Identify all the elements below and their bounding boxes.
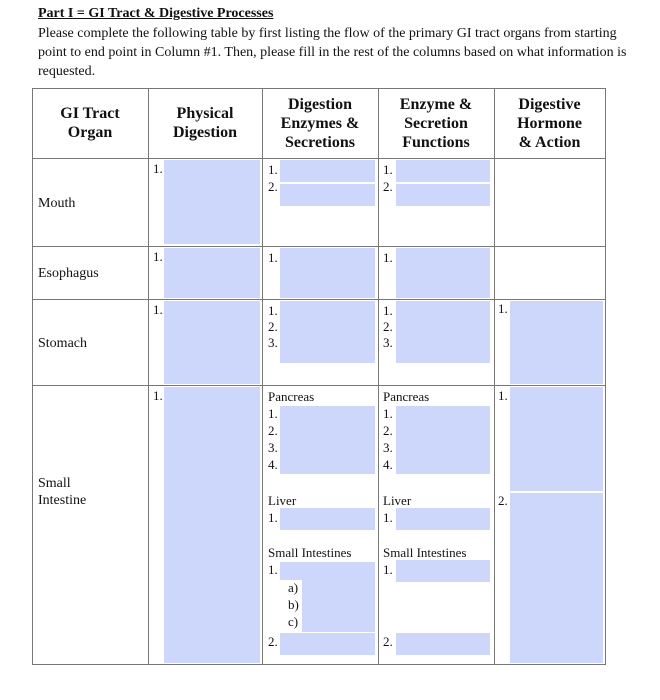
number-label: 1. xyxy=(383,250,393,265)
row-divider xyxy=(32,246,606,247)
number-label: 3. xyxy=(268,440,278,455)
number-label: 1. xyxy=(268,303,278,318)
page-title: Part I = GI Tract & Digestive Processes xyxy=(38,6,274,21)
number-label: 1. xyxy=(383,162,393,177)
number-label: 1. xyxy=(383,562,393,577)
table-border-left xyxy=(32,88,33,665)
number-label: 2. xyxy=(498,493,508,508)
table-border-right xyxy=(605,88,606,665)
hormone-field[interactable] xyxy=(510,301,603,384)
number-label: 3. xyxy=(383,335,393,350)
pancreas-label: Pancreas xyxy=(383,389,430,404)
enzyme-field[interactable] xyxy=(280,633,375,655)
function-field[interactable] xyxy=(396,184,490,206)
physical-digestion-field[interactable] xyxy=(164,387,260,663)
function-field[interactable] xyxy=(396,633,490,655)
table-border-bottom xyxy=(32,664,606,665)
number-label: 4. xyxy=(268,457,278,472)
sub-item-label: c) xyxy=(288,614,299,629)
instructions: Please complete the following table by first listing the flow of the primary GI tract organs from starting point to end point in Column #1. Then, please fill in the rest of the columns based on what information is requested. xyxy=(38,26,627,79)
hormone-field[interactable] xyxy=(510,493,603,663)
enzyme-field[interactable] xyxy=(302,580,375,632)
number-label: 1. xyxy=(498,388,508,403)
number-label: 2. xyxy=(383,423,393,438)
physical-digestion-field[interactable] xyxy=(164,160,260,244)
number-label: 1. xyxy=(153,249,163,264)
sub-item-label: a) xyxy=(288,580,299,595)
number-label: 1. xyxy=(153,302,163,317)
column-divider xyxy=(494,88,495,665)
enzyme-field[interactable] xyxy=(280,301,375,363)
number-label: 1. xyxy=(383,510,393,525)
enzyme-field[interactable] xyxy=(280,406,375,474)
sub-item-label: b) xyxy=(288,597,299,612)
number-label: 2. xyxy=(268,319,278,334)
row-divider xyxy=(32,158,606,159)
number-label: 2. xyxy=(383,319,393,334)
number-label: 3. xyxy=(383,440,393,455)
enzyme-field[interactable] xyxy=(280,562,375,580)
number-label: 1. xyxy=(153,161,163,176)
header-enzyme-functions: Enzyme & Secretion Functions xyxy=(399,95,473,151)
number-label: 1. xyxy=(153,388,163,403)
number-label: 1. xyxy=(268,162,278,177)
column-divider xyxy=(378,88,379,665)
function-field[interactable] xyxy=(396,560,490,582)
column-divider xyxy=(262,88,263,665)
number-label: 1. xyxy=(268,250,278,265)
number-label: 1. xyxy=(498,301,508,316)
number-label: 2. xyxy=(383,634,393,649)
header-gi-tract-organ: GI Tract Organ xyxy=(60,105,120,141)
organ-stomach: Stomach xyxy=(38,336,87,351)
organ-mouth: Mouth xyxy=(38,196,76,211)
header-digestive-hormone: Digestive Hormone & Action xyxy=(517,95,582,151)
function-field[interactable] xyxy=(396,301,490,363)
number-label: 2. xyxy=(268,423,278,438)
header-physical-digestion: Physical Digestion xyxy=(173,105,237,141)
number-label: 1. xyxy=(268,510,278,525)
small-intestines-label: Small Intestines xyxy=(383,545,467,560)
number-label: 2. xyxy=(268,179,278,194)
row-divider xyxy=(32,299,606,300)
number-label: 2. xyxy=(383,179,393,194)
enzyme-field[interactable] xyxy=(280,248,375,298)
number-label: 4. xyxy=(383,457,393,472)
physical-digestion-field[interactable] xyxy=(164,248,260,298)
physical-digestion-field[interactable] xyxy=(164,301,260,384)
hormone-field[interactable] xyxy=(510,387,603,491)
enzyme-field[interactable] xyxy=(280,160,375,182)
number-label: 1. xyxy=(268,562,278,577)
enzyme-field[interactable] xyxy=(280,508,375,530)
number-label: 3. xyxy=(268,335,278,350)
function-field[interactable] xyxy=(396,160,490,182)
pancreas-label: Pancreas xyxy=(268,389,315,404)
number-label: 1. xyxy=(268,406,278,421)
liver-label: Liver xyxy=(383,493,412,508)
header-digestion-enzymes: Digestion Enzymes & Secretions xyxy=(280,95,360,151)
function-field[interactable] xyxy=(396,248,490,298)
processes-table xyxy=(32,88,606,665)
small-intestines-label: Small Intestines xyxy=(268,545,352,560)
row-divider xyxy=(32,385,606,386)
organ-esophagus: Esophagus xyxy=(38,266,99,281)
enzyme-field[interactable] xyxy=(280,184,375,206)
number-label: 2. xyxy=(268,634,278,649)
function-field[interactable] xyxy=(396,508,490,530)
liver-label: Liver xyxy=(268,493,297,508)
number-label: 1. xyxy=(383,406,393,421)
column-divider xyxy=(148,88,149,665)
number-label: 1. xyxy=(383,303,393,318)
function-field[interactable] xyxy=(396,406,490,474)
organ-small-intestine: Small Intestine xyxy=(38,476,87,508)
